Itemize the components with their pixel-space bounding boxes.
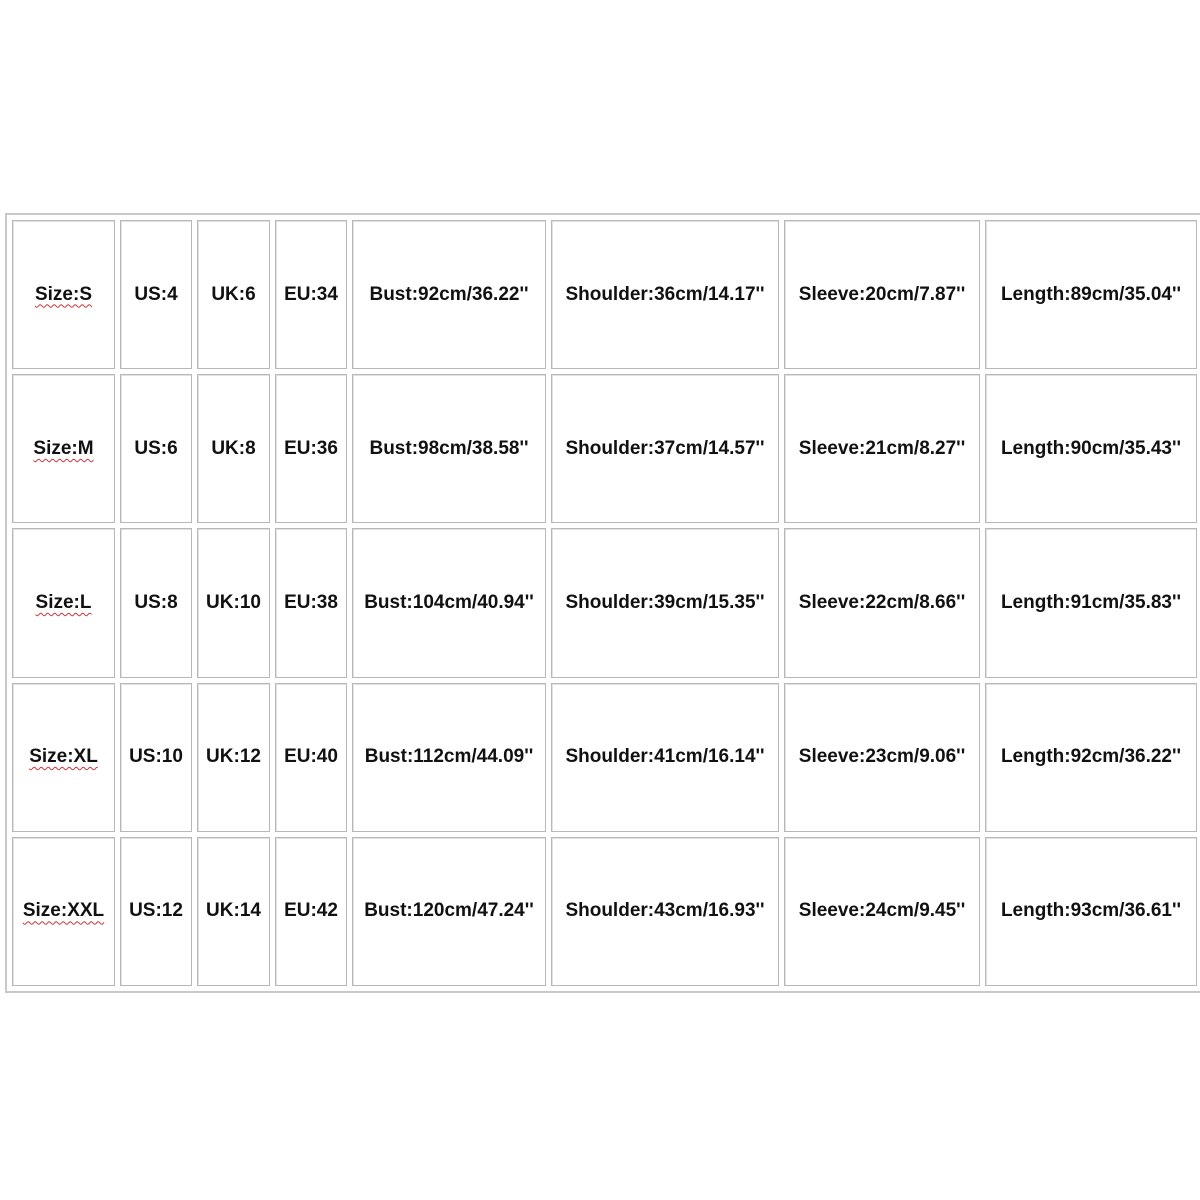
size-label: Size:L xyxy=(35,591,92,613)
uk-size-cell: UK:14 xyxy=(197,837,270,986)
table-row xyxy=(12,528,1197,677)
sleeve-cell: Sleeve:23cm/9.06'' xyxy=(784,683,980,832)
uk-size-cell: UK:6 xyxy=(197,220,270,369)
length-cell: Length:91cm/35.83'' xyxy=(985,528,1197,677)
size-label: Size:M xyxy=(33,437,94,459)
eu-size-cell: EU:36 xyxy=(275,374,347,523)
us-size-cell: US:4 xyxy=(120,220,192,369)
us-size-cell: US:6 xyxy=(120,374,192,523)
uk-size-cell: UK:8 xyxy=(197,374,270,523)
uk-size-cell: UK:12 xyxy=(197,683,270,832)
length-cell: Length:89cm/35.04'' xyxy=(985,220,1197,369)
us-size-cell: US:12 xyxy=(120,837,192,986)
shoulder-cell: Shoulder:36cm/14.17'' xyxy=(551,220,779,369)
sleeve-cell: Sleeve:24cm/9.45'' xyxy=(784,837,980,986)
sleeve-cell: Sleeve:21cm/8.27'' xyxy=(784,374,980,523)
size-cell xyxy=(12,528,115,677)
us-size-cell: US:10 xyxy=(120,683,192,832)
bust-cell: Bust:92cm/36.22'' xyxy=(352,220,546,369)
size-chart-table xyxy=(5,213,1200,993)
table-row xyxy=(12,374,1197,523)
size-cell xyxy=(12,683,115,832)
shoulder-cell: Shoulder:41cm/16.14'' xyxy=(551,683,779,832)
bust-cell: Bust:120cm/47.24'' xyxy=(352,837,546,986)
us-size-cell: US:8 xyxy=(120,528,192,677)
size-label: Size:S xyxy=(34,283,93,305)
sleeve-cell: Sleeve:22cm/8.66'' xyxy=(784,528,980,677)
table-row xyxy=(12,683,1197,832)
length-cell: Length:93cm/36.61'' xyxy=(985,837,1197,986)
table-row xyxy=(12,837,1197,986)
size-cell xyxy=(12,837,115,986)
length-cell: Length:90cm/35.43'' xyxy=(985,374,1197,523)
bust-cell: Bust:112cm/44.09'' xyxy=(352,683,546,832)
eu-size-cell: EU:34 xyxy=(275,220,347,369)
shoulder-cell: Shoulder:39cm/15.35'' xyxy=(551,528,779,677)
bust-cell: Bust:104cm/40.94'' xyxy=(352,528,546,677)
size-cell xyxy=(12,374,115,523)
shoulder-cell: Shoulder:43cm/16.93'' xyxy=(551,837,779,986)
table-row xyxy=(12,220,1197,369)
bust-cell: Bust:98cm/38.58'' xyxy=(352,374,546,523)
sleeve-cell: Sleeve:20cm/7.87'' xyxy=(784,220,980,369)
size-label: Size:XXL xyxy=(22,900,105,922)
shoulder-cell: Shoulder:37cm/14.57'' xyxy=(551,374,779,523)
length-cell: Length:92cm/36.22'' xyxy=(985,683,1197,832)
eu-size-cell: EU:42 xyxy=(275,837,347,986)
uk-size-cell: UK:10 xyxy=(197,528,270,677)
size-cell xyxy=(12,220,115,369)
eu-size-cell: EU:38 xyxy=(275,528,347,677)
eu-size-cell: EU:40 xyxy=(275,683,347,832)
size-label: Size:XL xyxy=(29,746,98,768)
